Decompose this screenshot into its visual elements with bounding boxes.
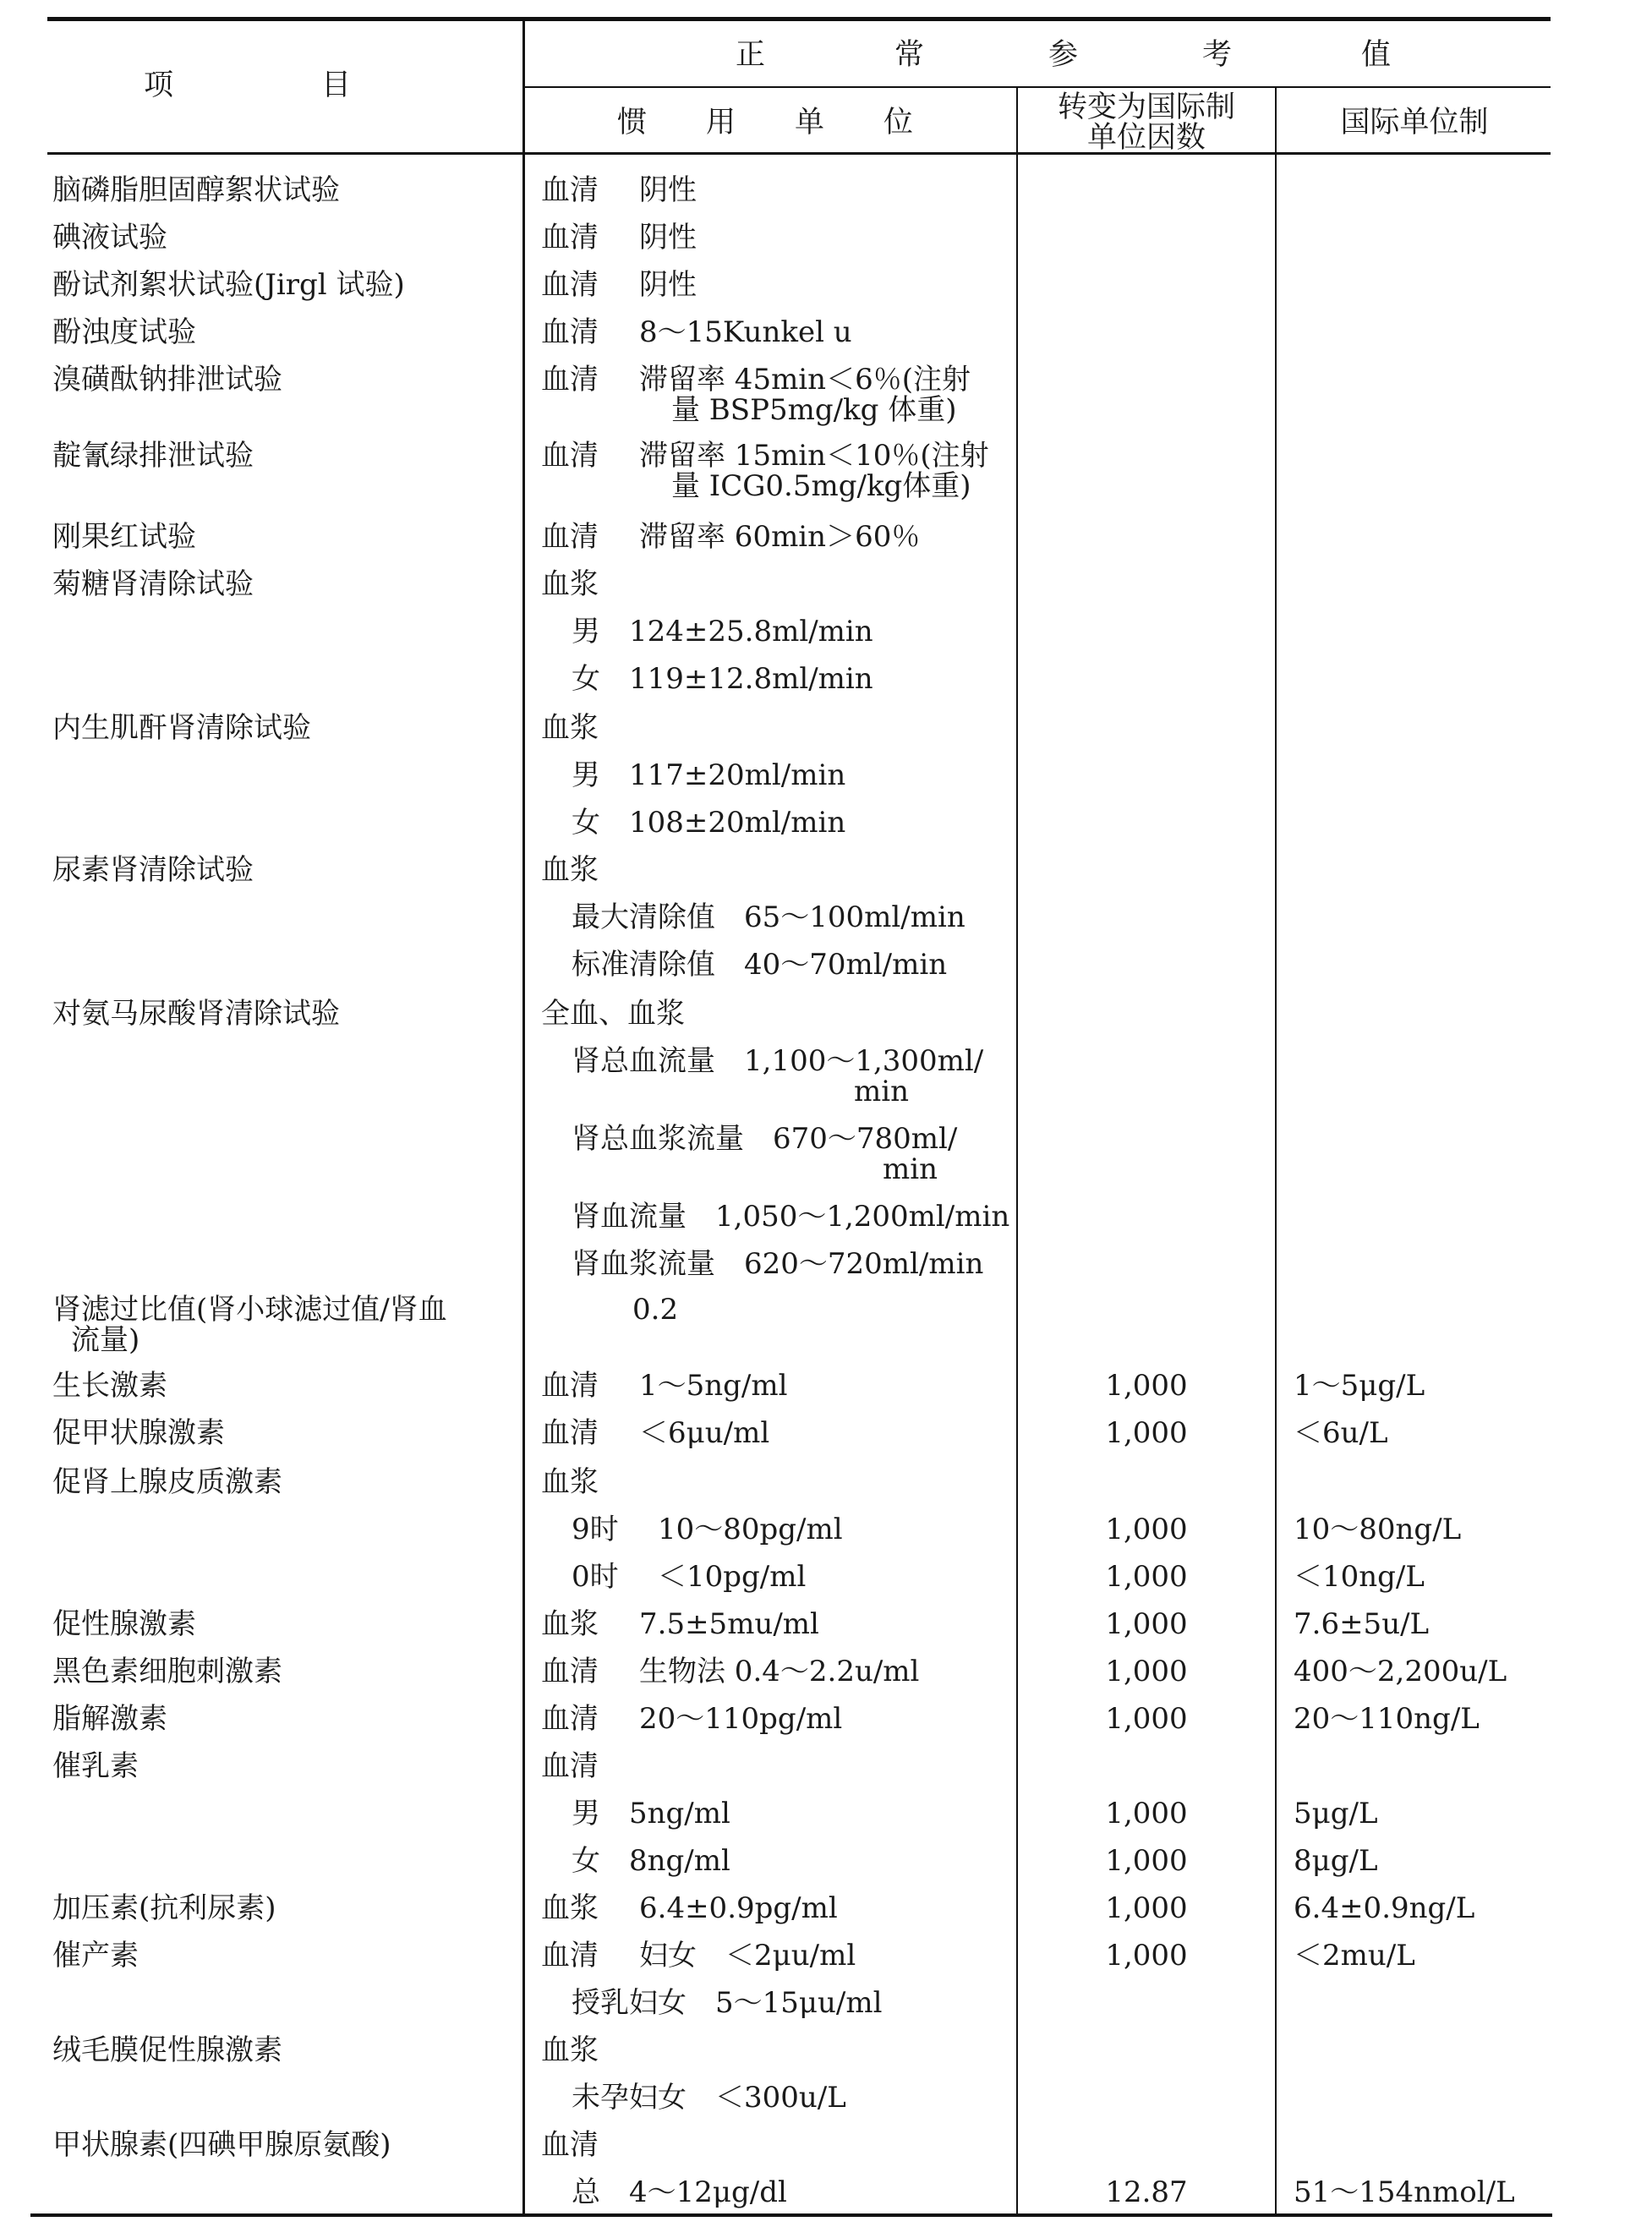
row-conventional-value: 670～780ml/ — [773, 1122, 958, 1156]
row-item-label: 加压素(抗利尿素) — [52, 1891, 276, 1925]
row-sample-type: 血清 — [541, 439, 599, 473]
row-conventional-value: 4～12μg/dl — [629, 2175, 787, 2209]
item-column-divider — [522, 19, 525, 2215]
row-item-label: 菊糖肾清除试验 — [52, 567, 254, 601]
row-sample-type: 全血、血浆 — [541, 997, 685, 1031]
header-normal-ref-char-1: 正 — [736, 38, 766, 72]
row-item-label-continued: 流量) — [71, 1323, 140, 1357]
row-subgroup-label: 9时 — [572, 1513, 619, 1546]
row-subgroup-label: 0时 — [572, 1560, 619, 1594]
row-si-value: 400～2,200u/L — [1294, 1655, 1507, 1688]
row-subgroup-label: 标准清除值 — [572, 948, 715, 982]
row-subgroup-label: 肾血流量 — [572, 1200, 687, 1234]
row-conventional-value: 1～5ng/ml — [639, 1369, 788, 1403]
row-conversion-factor: 1,000 — [1105, 1702, 1188, 1736]
row-sample-type: 血浆 — [541, 2033, 599, 2067]
row-si-value: 10～80ng/L — [1294, 1513, 1462, 1546]
row-conventional-value: 124±25.8ml/min — [629, 615, 873, 648]
row-item-label: 促性腺激素 — [52, 1607, 196, 1641]
row-conventional-value: 6.4±0.9pg/ml — [639, 1891, 838, 1925]
row-conventional-value: 7.5±5mu/ml — [639, 1607, 819, 1641]
factor-column-right-divider — [1275, 86, 1277, 2215]
row-conventional-value: 117±20ml/min — [629, 758, 846, 792]
row-conversion-factor: 1,000 — [1105, 1797, 1188, 1830]
row-conversion-factor: 1,000 — [1105, 1513, 1188, 1546]
row-si-value: ＜10ng/L — [1294, 1560, 1425, 1594]
row-conventional-value: 生物法 0.4～2.2u/ml — [639, 1655, 920, 1688]
row-conversion-factor: 1,000 — [1105, 1844, 1188, 1878]
row-item-label: 促甲状腺激素 — [52, 1416, 225, 1450]
row-conventional-value: 65～100ml/min — [744, 900, 965, 934]
header-factor-line-2: 单位因数 — [1086, 121, 1206, 155]
table-bottom-rule — [30, 2213, 1552, 2217]
row-conversion-factor: 1,000 — [1105, 1607, 1188, 1641]
row-si-value: 7.6±5u/L — [1294, 1607, 1430, 1641]
row-si-value: 8μg/L — [1294, 1844, 1378, 1878]
row-conversion-factor: 1,000 — [1105, 1416, 1188, 1450]
row-conventional-value: 5ng/ml — [629, 1797, 730, 1830]
row-sample-type: 血清 — [541, 1749, 599, 1783]
row-subgroup-label: 女 — [572, 806, 600, 840]
row-conventional-value-continued: 量 ICG0.5mg/kg体重) — [671, 469, 971, 503]
row-si-value: ＜2mu/L — [1294, 1939, 1415, 1973]
row-si-value: 51～154nmol/L — [1294, 2175, 1515, 2209]
row-subgroup-label: 男 — [572, 1797, 600, 1830]
row-sample-type: 血清 — [541, 1416, 599, 1450]
header-factor-line-1: 转变为国际制 — [1057, 90, 1235, 124]
row-conventional-value-continued: min — [854, 1075, 910, 1108]
row-si-value: 1～5μg/L — [1294, 1369, 1425, 1403]
table-top-rule — [47, 17, 1551, 21]
row-sample-type: 血清 — [541, 2128, 599, 2162]
row-item-label: 甲状腺素(四碘甲腺原氨酸) — [52, 2128, 391, 2162]
row-subgroup-label: 授乳妇女 — [572, 1986, 687, 2020]
row-conventional-value: 620～720ml/min — [744, 1247, 984, 1281]
row-sample-type: 血清 — [541, 173, 599, 207]
header-item-label: 项 目 — [144, 68, 352, 102]
row-item-label: 碘液试验 — [52, 221, 167, 254]
row-conventional-value: 108±20ml/min — [629, 806, 846, 840]
row-subgroup-label: 女 — [572, 1844, 600, 1878]
row-conversion-factor: 1,000 — [1105, 1560, 1188, 1594]
row-conventional-value: 8ng/ml — [629, 1844, 730, 1878]
row-sample-type: 血清 — [541, 268, 599, 302]
row-conventional-value: 滞留率 60min＞60％ — [639, 520, 921, 554]
header-bottom-rule — [47, 152, 1551, 155]
row-conventional-value: 20～110pg/ml — [639, 1702, 843, 1736]
row-subgroup-label: 肾血浆流量 — [572, 1247, 715, 1281]
row-subgroup-label: 总 — [572, 2175, 600, 2209]
row-item-label: 绒毛膜促性腺激素 — [52, 2033, 282, 2067]
row-conventional-value: 1,100～1,300ml/ — [744, 1044, 984, 1078]
row-conventional-value: 10～80pg/ml — [658, 1513, 843, 1546]
header-normal-ref-char-2: 常 — [894, 38, 925, 72]
row-sample-type: 血浆 — [541, 853, 599, 887]
row-conventional-value: ＜300u/L — [715, 2081, 846, 2115]
row-conventional-value: 40～70ml/min — [744, 948, 948, 982]
row-conventional-value: 119±12.8ml/min — [629, 662, 873, 696]
row-sample-type: 血清 — [541, 1369, 599, 1403]
row-conventional-value-continued: 量 BSP5mg/kg 体重) — [671, 393, 957, 427]
row-item-label: 刚果红试验 — [52, 520, 196, 554]
row-conversion-factor: 12.87 — [1105, 2175, 1188, 2209]
row-sample-type: 血清 — [541, 1702, 599, 1736]
header-normal-ref-char-5: 值 — [1361, 38, 1392, 72]
row-subgroup-label: 女 — [572, 662, 600, 696]
row-si-value: ＜6u/L — [1294, 1416, 1388, 1450]
row-sample-type: 血浆 — [541, 1607, 599, 1641]
row-sample-type: 血清 — [541, 363, 599, 397]
row-subgroup-label: 肾总血流量 — [572, 1044, 715, 1078]
row-conversion-factor: 1,000 — [1105, 1655, 1188, 1688]
row-sample-type: 血清 — [541, 1655, 599, 1688]
row-subgroup-label: 最大清除值 — [572, 900, 715, 934]
row-sample-type: 血浆 — [541, 711, 599, 745]
row-item-label: 脑磷脂胆固醇絮状试验 — [52, 173, 340, 207]
row-si-value: 6.4±0.9ng/L — [1294, 1891, 1475, 1925]
row-sample-type: 血清 — [541, 315, 599, 349]
header-normal-ref-char-3: 参 — [1048, 38, 1079, 72]
row-subgroup-label: 男 — [572, 615, 600, 648]
row-subgroup-label: 肾总血浆流量 — [572, 1122, 744, 1156]
header-si-unit: 国际单位制 — [1340, 106, 1489, 140]
row-conventional-value: 8～15Kunkel u — [639, 315, 852, 349]
row-conventional-value: ＜6μu/ml — [639, 1416, 770, 1450]
row-sample-type: 血清 — [541, 1939, 599, 1973]
row-item-label: 肾滤过比值(肾小球滤过值/肾血 — [52, 1293, 447, 1327]
row-subgroup-label: 男 — [572, 758, 600, 792]
row-conventional-value: 阴性 — [639, 221, 697, 254]
row-conversion-factor: 1,000 — [1105, 1939, 1188, 1973]
row-si-value: 20～110ng/L — [1294, 1702, 1480, 1736]
row-conventional-value: 5～15μu/ml — [715, 1986, 883, 2020]
row-item-label: 催产素 — [52, 1939, 139, 1973]
row-conventional-value: 1,050～1,200ml/min — [715, 1200, 1010, 1234]
header-conventional-unit: 惯 用 单 位 — [617, 106, 914, 140]
row-item-label: 尿素肾清除试验 — [52, 853, 254, 887]
header-sub-rule — [524, 86, 1551, 88]
row-conventional-value: 妇女 ＜2μu/ml — [639, 1939, 856, 1973]
row-conventional-value: 滞留率 15min＜10％(注射 — [639, 439, 989, 473]
factor-column-left-divider — [1016, 86, 1018, 2215]
row-item-label: 脂解激素 — [52, 1702, 167, 1736]
row-conversion-factor: 1,000 — [1105, 1369, 1188, 1403]
row-item-label: 促肾上腺皮质激素 — [52, 1465, 282, 1499]
row-conventional-value: 阴性 — [639, 268, 697, 302]
row-conversion-factor: 1,000 — [1105, 1891, 1188, 1925]
row-conventional-value: 阴性 — [639, 173, 697, 207]
row-item-label: 内生肌酐肾清除试验 — [52, 711, 311, 745]
row-conventional-value-continued: min — [883, 1152, 938, 1186]
row-item-label: 酚试剂絮状试验(Jirgl 试验) — [52, 268, 405, 302]
header-normal-ref-char-4: 考 — [1202, 38, 1233, 72]
row-sample-type: 血浆 — [541, 1891, 599, 1925]
row-si-value: 5μg/L — [1294, 1797, 1378, 1830]
row-sample-type: 血清 — [541, 221, 599, 254]
row-conventional-value: 0.2 — [632, 1293, 679, 1327]
row-item-label: 酚浊度试验 — [52, 315, 196, 349]
row-sample-type: 血清 — [541, 520, 599, 554]
row-sample-type: 血浆 — [541, 1465, 599, 1499]
row-item-label: 生长激素 — [52, 1369, 167, 1403]
row-sample-type: 血浆 — [541, 567, 599, 601]
row-item-label: 靛氰绿排泄试验 — [52, 439, 254, 473]
row-conventional-value: 滞留率 45min＜6％(注射 — [639, 363, 971, 397]
row-item-label: 催乳素 — [52, 1749, 139, 1783]
row-item-label: 溴磺酞钠排泄试验 — [52, 363, 282, 397]
row-item-label: 对氨马尿酸肾清除试验 — [52, 997, 340, 1031]
row-conventional-value: ＜10pg/ml — [658, 1560, 807, 1594]
row-item-label: 黑色素细胞刺激素 — [52, 1655, 282, 1688]
row-subgroup-label: 未孕妇女 — [572, 2081, 687, 2115]
